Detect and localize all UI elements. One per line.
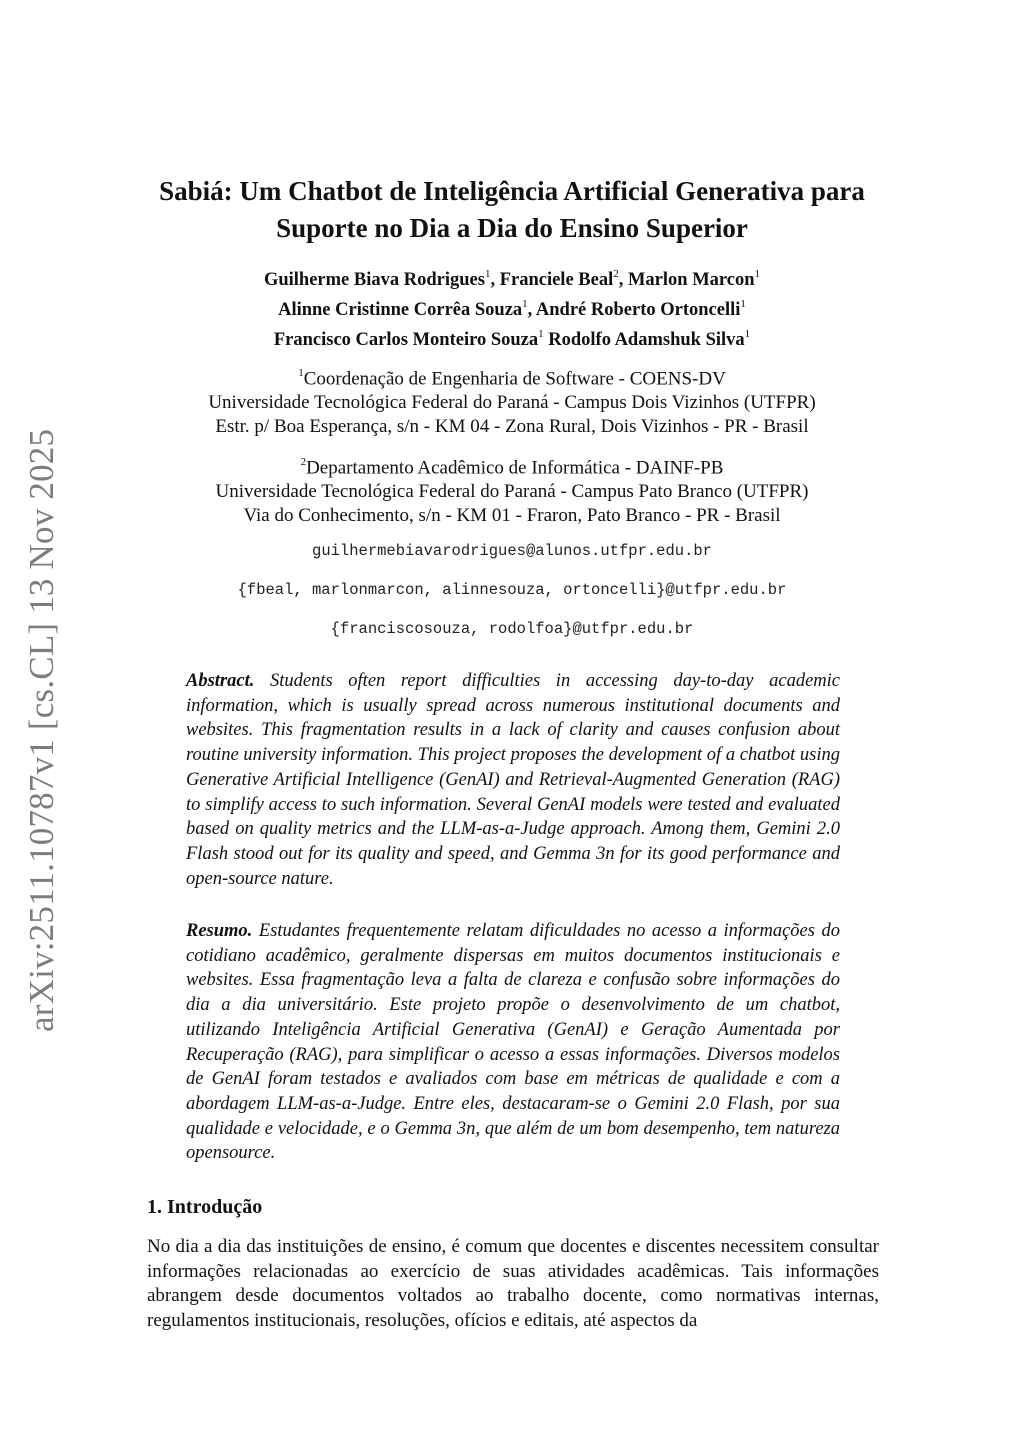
email-line-1: guilhermebiavarodrigues@alunos.utfpr.edu.br (312, 542, 712, 560)
author-name: Rodolfo Adamshuk Silva (548, 330, 745, 351)
author-affiliation-mark: 1 (754, 268, 761, 280)
affiliation-university: Universidade Tecnológica Federal do Paraná - Campus Dois Vizinhos (UTFPR) (208, 392, 816, 414)
paper-title (0, 173, 1024, 247)
author-name: Francisco Carlos Monteiro Souza (273, 330, 539, 351)
author-affiliation-mark: 1 (538, 328, 544, 341)
author-list (0, 263, 1024, 353)
affiliation-department: Coordenação de Engenharia de Software - COENS-DV (303, 368, 726, 390)
author-name: Alinne Cristinne Corrêa Souza (278, 300, 523, 321)
abstract-paragraph (186, 669, 840, 891)
affiliation-number: 2 (300, 456, 307, 468)
resumo-label: Resumo. (186, 921, 253, 941)
author-name: André Roberto Ortoncelli (535, 300, 741, 321)
resumo-paragraph (186, 919, 840, 1166)
author-affiliation-mark: 1 (484, 268, 491, 280)
affiliation-number: 1 (298, 367, 304, 379)
affiliation-address: Via do Conhecimento, s/n - KM 01 - Fraron, Pato Branco - PR - Brasil (243, 505, 781, 527)
author-affiliation-mark: 1 (522, 298, 528, 311)
affiliation-1 (0, 362, 1024, 439)
authors-line-1: Guilherme Biava Rodrigues$^1$, Franciele Beal$^2$, Marlon Marcon$^1$ (263, 268, 761, 291)
authors-line-3 (0, 323, 1024, 353)
email-line-2: {fbeal, marlonmarcon, alinnesouza, ortoncelli}@utfpr.edu.br (237, 581, 787, 599)
authors-line-2: Alinne Cristinne Corrêa Souza$^1$, André Roberto Ortoncelli$^1$ (278, 298, 746, 321)
affiliation-university: Universidade Tecnológica Federal do Paraná - Campus Pato Branco (UTFPR) (215, 481, 809, 503)
author-affiliation-mark: 1 (744, 328, 751, 341)
title-line-1: Sabiá: Um Chatbot de Inteligência Artificial Generativa para (159, 176, 865, 206)
affiliation-department: Departamento Acadêmico de Informática - DAINF-PB (306, 457, 724, 479)
author-name: Franciele Beal (499, 270, 614, 291)
author-name: Marlon Marcon (627, 270, 755, 291)
abstract-text: Students often report difficulties in accessing day-to-day academic information, which is usually spread across numerous institutional documents and websites. This fragmentation results in a lack of clarity and causes confusion about routine university information. This project proposes the development of a chatbot using Generative Artificial Intelligence (GenAI) and Retrieval-Augmented Generation (RAG) to simplify access to such information. Several GenAI models were tested and evaluated based on quality metrics and the LLM-as-a-Judge approach. Among them, Gemini 2.0 Flash stood out for its quality and speed, and Gemma 3n for its good performance and open-source nature. (186, 671, 840, 889)
author-name: Guilherme Biava Rodrigues (263, 270, 485, 291)
author-affiliation-mark: 2 (613, 268, 619, 280)
introduction-paragraph: No dia a dia das instituições de ensino, é comum que docentes e discentes necessitem consultar informações relacionadas ao exercício de suas atividades acadêmicas. Tais informações abrangem desde documentos voltados ao trabalho docente, como normativas internas, regulamentos institucionais, resoluções, ofícios e editais, até aspectos da (147, 1236, 879, 1331)
affiliation-2 (0, 451, 1024, 528)
email-line-3: {franciscosouza, rodolfoa}@utfpr.edu.br (330, 620, 694, 638)
author-affiliation-mark: 1 (740, 298, 746, 311)
abstract-label: Abstract. (186, 671, 255, 691)
arxiv-identifier-stamp: arXiv:2511.10787v1 [cs.CL] 13 Nov 2025 (22, 428, 61, 1032)
title-line-2: Suporte no Dia a Dia do Ensino Superior (276, 213, 748, 243)
resumo-text: Estudantes frequentemente relatam dificuldades no acesso a informações do cotidiano acadêmico, geralmente dispersas em muitos documentos institucionais e websites. Essa fragmentação leva a falta de clareza e confusão sobre informações do dia a dia universitário. Este projeto propõe o desenvolvimento de um chatbot, utilizando Inteligência Artificial Generativa (GenAI) e Geração Aumentada por Recuperação (RAG), para simplificar o acesso a essas informações. Diversos modelos de GenAI foram testados e avaliados com base em métricas de qualidade e com a abordagem LLM-as-a-Judge. Entre eles, destacaram-se o Gemini 2.0 Flash, por sua qualidade e velocidade, e o Gemma 3n, que além de um bom desempenho, tem natureza opensource. (186, 921, 841, 1164)
affiliation-address: Estr. p/ Boa Esperança, s/n - KM 04 - Zona Rural, Dois Vizinhos - PR - Brasil (215, 416, 809, 438)
section-heading-introducao: 1. Introdução (147, 1196, 263, 1218)
